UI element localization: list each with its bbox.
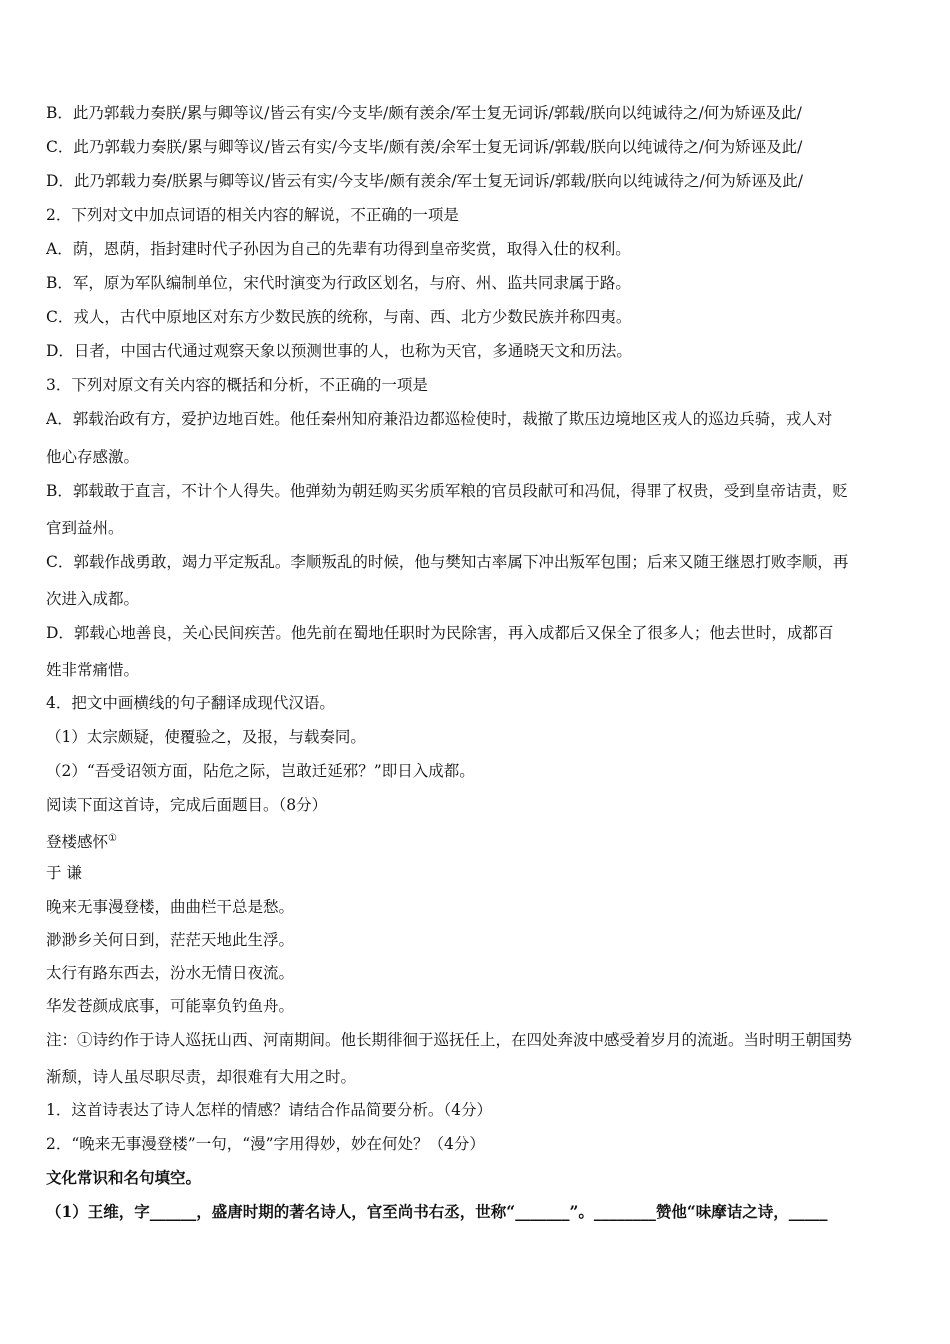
question-3-option-d-line1: D．郭载心地善良，关心民间疾苦。他先前在蜀地任职时为民除害，再入成都后又保全了很多人；他去世时，成都百 [46, 624, 834, 642]
poem-line-3: 太行有路东西去，汾水无情日夜流。 [46, 964, 295, 982]
question-3-option-c-line2: 次进入成都。 [46, 590, 140, 608]
option-b-punctuation: B．此乃郭载力奏朕/累与卿等议/皆云有实/今支毕/颇有羡余/军士复无词诉/郭载/朕向以纯诚待之/何为矫诬及此/ [46, 104, 802, 122]
question-2-option-c: C．戎人，古代中原地区对东方少数民族的统称，与南、西、北方少数民族并称四夷。 [46, 308, 632, 326]
question-2-option-a: A．荫，恩荫，指封建时代子孙因为自己的先辈有功得到皇帝奖赏，取得入仕的权利。 [46, 240, 631, 258]
option-d-punctuation: D．此乃郭载力奏/朕累与卿等议/皆云有实/今支毕/颇有羡余/军士复无词诉/郭载/朕向以纯诚待之/何为矫诬及此/ [46, 172, 803, 190]
poem-section-intro: 阅读下面这首诗，完成后面题目。（8分） [46, 796, 328, 814]
question-3-option-b-line1: B．郭载敢于直言，不计个人得失。他弹劾为朝廷购买劣质军粮的官员段献可和冯侃，得罪了权贵，受到皇帝诘责，贬 [46, 482, 848, 500]
question-3-stem: 3．下列对原文有关内容的概括和分析，不正确的一项是 [46, 376, 428, 394]
poem-note-line2: 渐颓，诗人虽尽职尽责，却很难有大用之时。 [46, 1068, 357, 1086]
question-3-option-a-line2: 他心存感激。 [46, 448, 140, 466]
section-heading-culture: 文化常识和名句填空。 [46, 1168, 202, 1187]
footnote-mark: ① [108, 833, 117, 844]
poem-line-1: 晚来无事漫登楼，曲曲栏干总是愁。 [46, 898, 295, 916]
question-3-option-d-line2: 姓非常痛惜。 [46, 661, 140, 679]
poem-line-2: 渺渺乡关何日到，茫茫天地此生浮。 [46, 931, 295, 949]
poem-title: 登楼感怀① [46, 833, 117, 851]
question-2-option-d: D．日者，中国古代通过观察天象以预测世事的人，也称为天官，多通晓天文和历法。 [46, 342, 632, 360]
question-3-option-a-line1: A．郭载治政有方，爱护边地百姓。他任秦州知府兼沿边都巡检使时，裁撤了欺压边境地区戎人的巡边兵骑，戎人对 [46, 410, 833, 428]
poem-author: 于 谦 [46, 864, 82, 882]
poem-question-1: 1．这首诗表达了诗人怎样的情感？请结合作品简要分析。（4分） [46, 1101, 492, 1119]
question-4-sentence-1: （1）太宗颇疑，使覆验之，及报，与载奏同。 [46, 728, 366, 746]
question-4-sentence-2: （2）“吾受诏领方面，阽危之际，岂敢迁延邪？”即日入成都。 [46, 762, 475, 780]
question-2-stem: 2．下列对文中加点词语的相关内容的解说，不正确的一项是 [46, 206, 459, 224]
question-2-option-b: B．军，原为军队编制单位，宋代时演变为行政区划名，与府、州、监共同隶属于路。 [46, 274, 631, 292]
question-4-stem: 4．把文中画横线的句子翻译成现代汉语。 [46, 694, 335, 712]
option-c-punctuation: C．此乃郭载力奏朕/累与卿等议/皆云有实/今支毕/颇有羡/余军士复无词诉/郭载/朕向以纯诚待之/何为矫诬及此/ [46, 138, 803, 156]
fill-blank-question-1: （1）王维，字______，盛唐时期的著名诗人，官至尚书右丞，世称“_______”。________赞他“味摩诘之诗，_____ [46, 1202, 828, 1221]
poem-line-4: 华发苍颜成底事，可能辜负钓鱼舟。 [46, 997, 295, 1015]
question-3-option-c-line1: C．郭载作战勇敢，竭力平定叛乱。李顺叛乱的时候，他与樊知古率属下冲出叛军包围；后来又随王继恩打败李顺，再 [46, 553, 849, 571]
question-3-option-b-line2: 官到益州。 [46, 519, 124, 537]
poem-question-2: 2．“晚来无事漫登楼”一句，“漫”字用得妙，妙在何处？（4分） [46, 1135, 485, 1153]
poem-note-line1: 注：①诗约作于诗人巡抚山西、河南期间。他长期徘徊于巡抚任上，在四处奔波中感受着岁月的流逝。当时明王朝国势 [46, 1031, 853, 1049]
